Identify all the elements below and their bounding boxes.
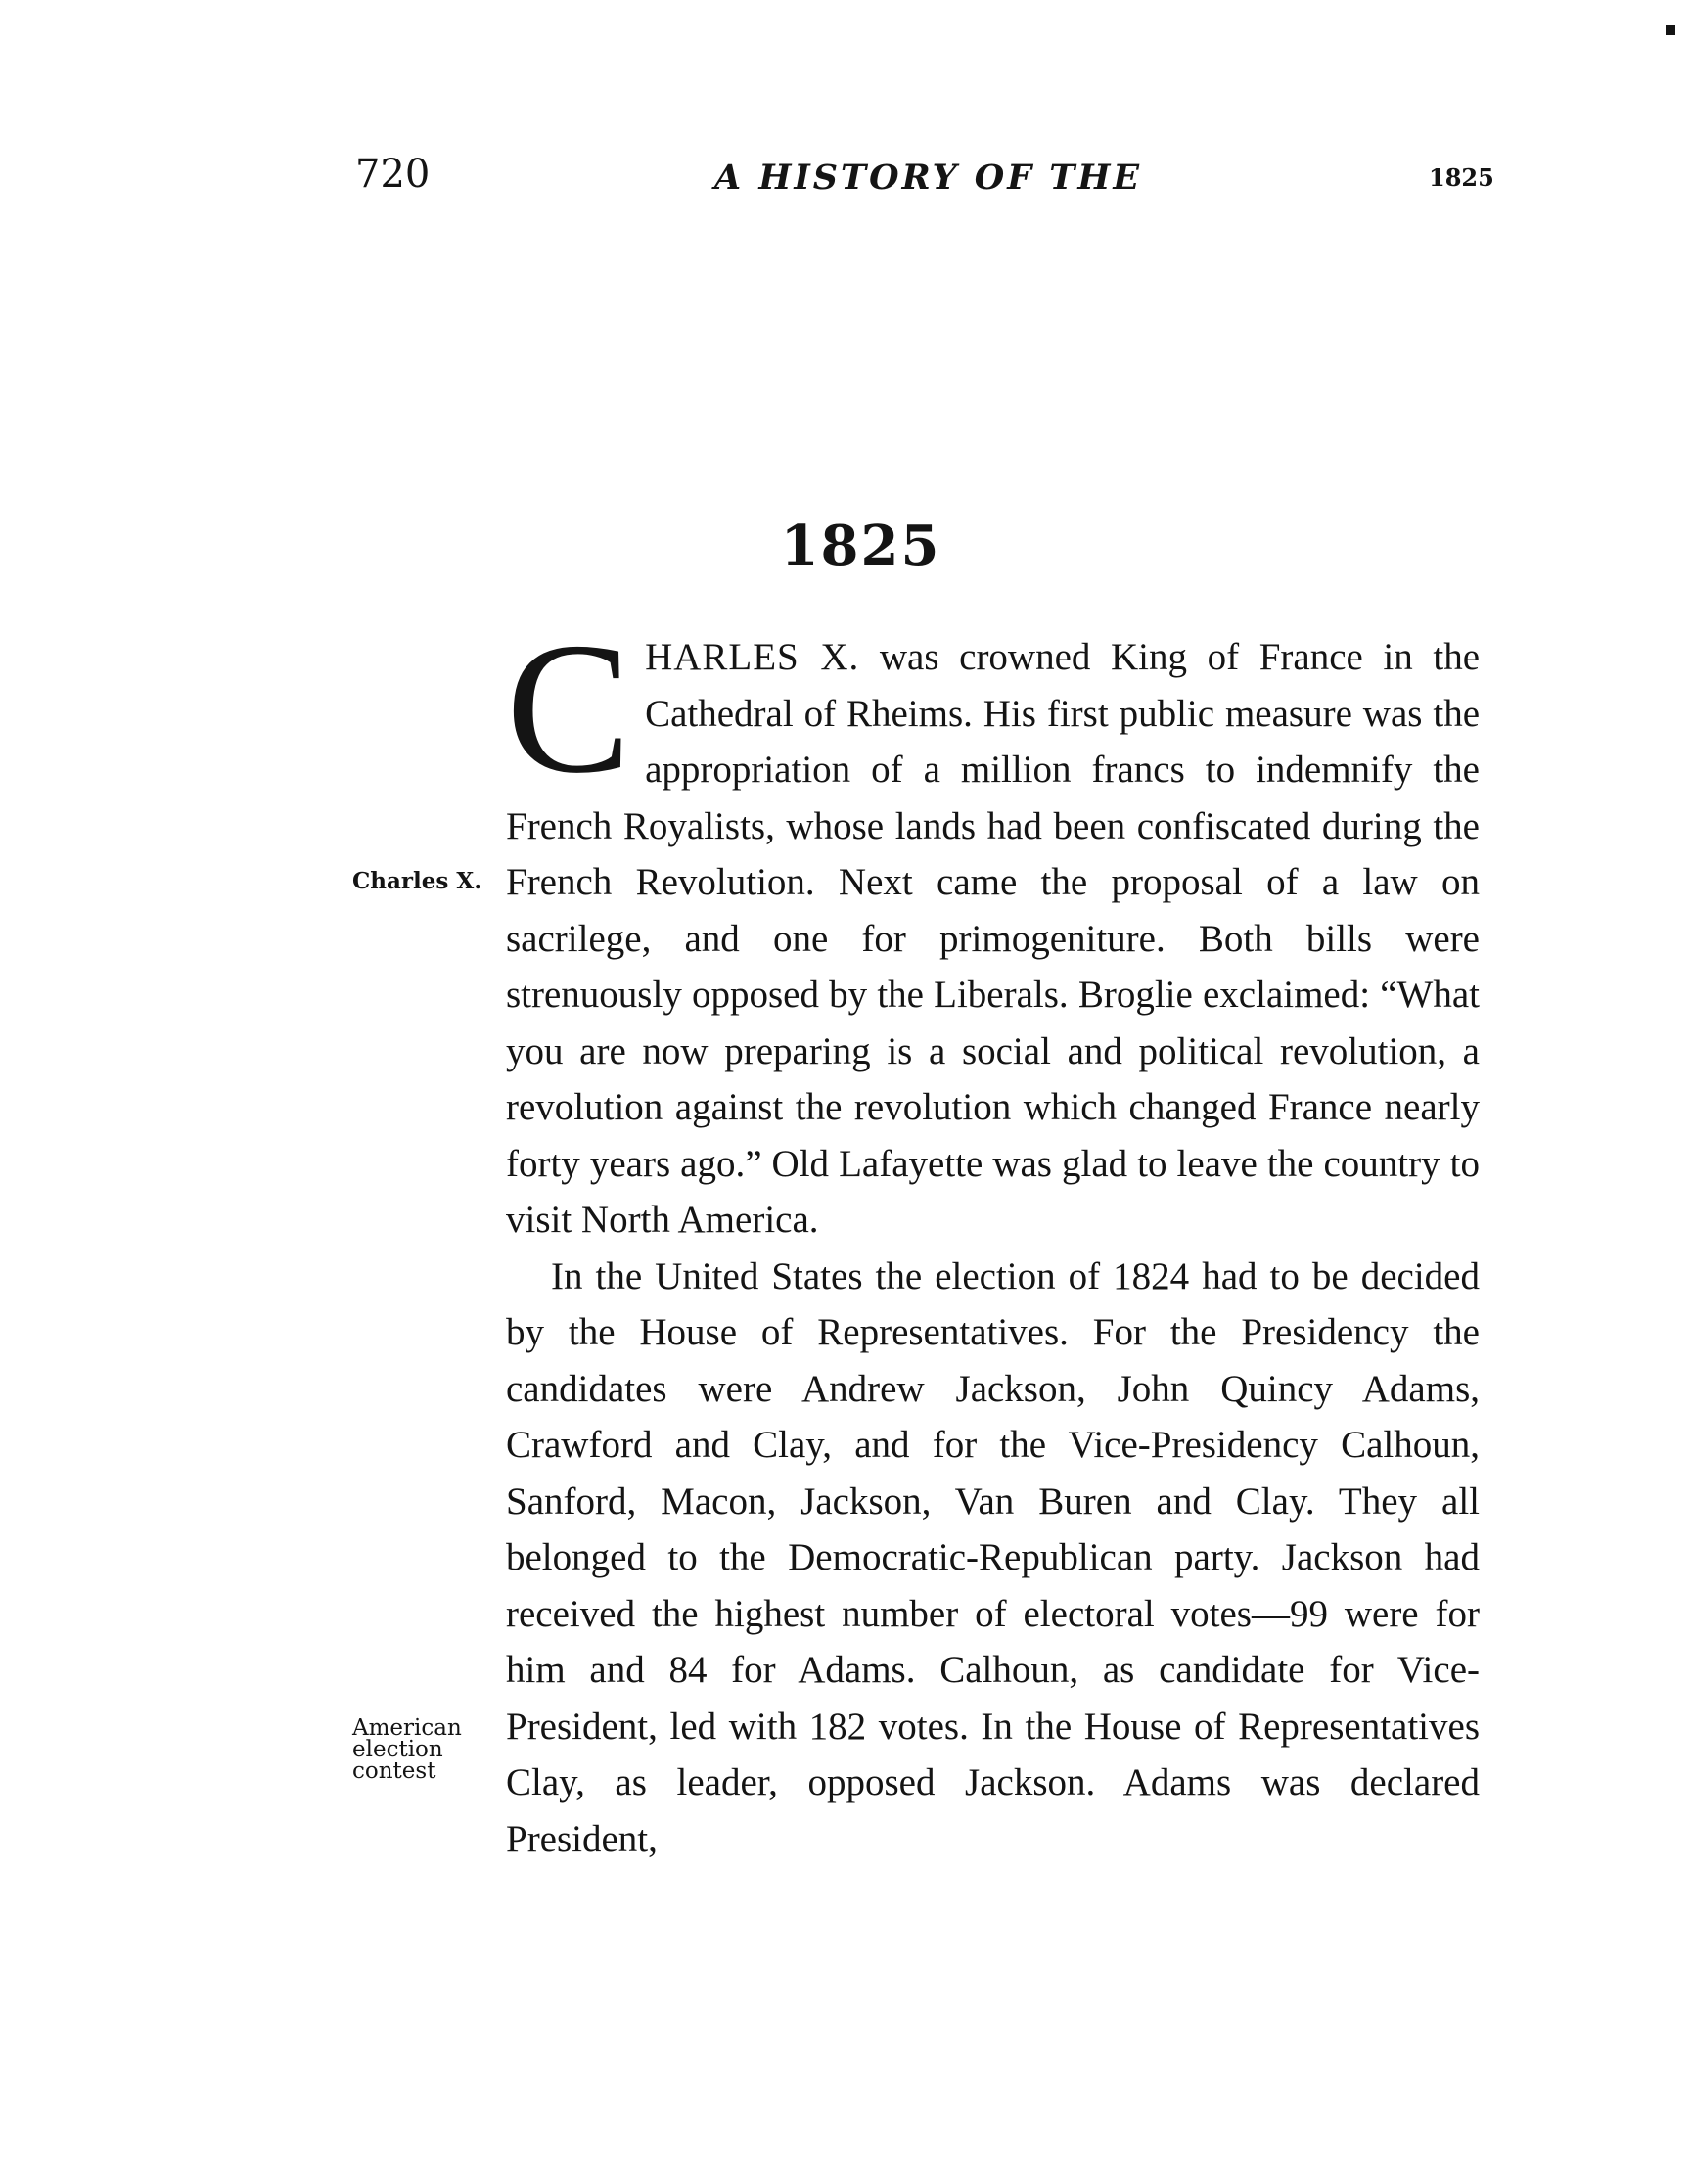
running-title: A HISTORY OF THE bbox=[714, 158, 1143, 198]
chapter-year-heading: 1825 bbox=[780, 514, 941, 578]
paragraph-text: was crowned King of France in the Cathedral of Rheims. His first public measure was the appropriation of a million francs to indemnify the French Royalists, whose lands had been confiscated during the French Revolution. Next came the proposal of a law on sacrilege, and one for primogeniture. Both bills were strenuously opposed by the Liberals. Broglie exclaimed: “What you are now preparing is a social and political revolution, a revolution against the revolution which changed France nearly forty years ago.” Old Lafayette was glad to leave the country to visit North America. bbox=[506, 636, 1481, 1241]
lead-caps: HARLES X. bbox=[645, 636, 860, 678]
paragraph-us-election: In the United States the election of 1824 had to be decided by the House of Representatives. For the Presidency the candidates were Andrew Jackson, John Quincy Adams, Crawford and Clay, and for the Vice-Presidency Calhoun, Sanford, Macon, Jackson, Van Buren and Clay. They all belonged to the Democratic-Republican party. Jackson had received the highest number of electoral votes—99 were for him and 84 for Adams. Calhoun, as candidate for Vice-President, led with 182 votes. In the House of Representatives Clay, as leader, opposed Jackson. Adams was declared President, bbox=[506, 1254, 1480, 1860]
scan-corner-mark bbox=[1666, 25, 1675, 35]
running-head bbox=[0, 147, 1692, 205]
margin-note-american-election bbox=[352, 1717, 489, 1782]
margin-note-line: election bbox=[352, 1737, 443, 1762]
body-text bbox=[506, 604, 1481, 1867]
margin-note-line: contest bbox=[352, 1758, 436, 1784]
drop-cap: C bbox=[506, 604, 632, 812]
margin-note-line: American bbox=[352, 1715, 462, 1741]
paragraph-charles-x bbox=[506, 604, 1481, 1249]
running-year: 1825 bbox=[1429, 163, 1494, 192]
page-number: 720 bbox=[355, 152, 431, 197]
margin-note-charles: Charles X. bbox=[352, 868, 482, 894]
